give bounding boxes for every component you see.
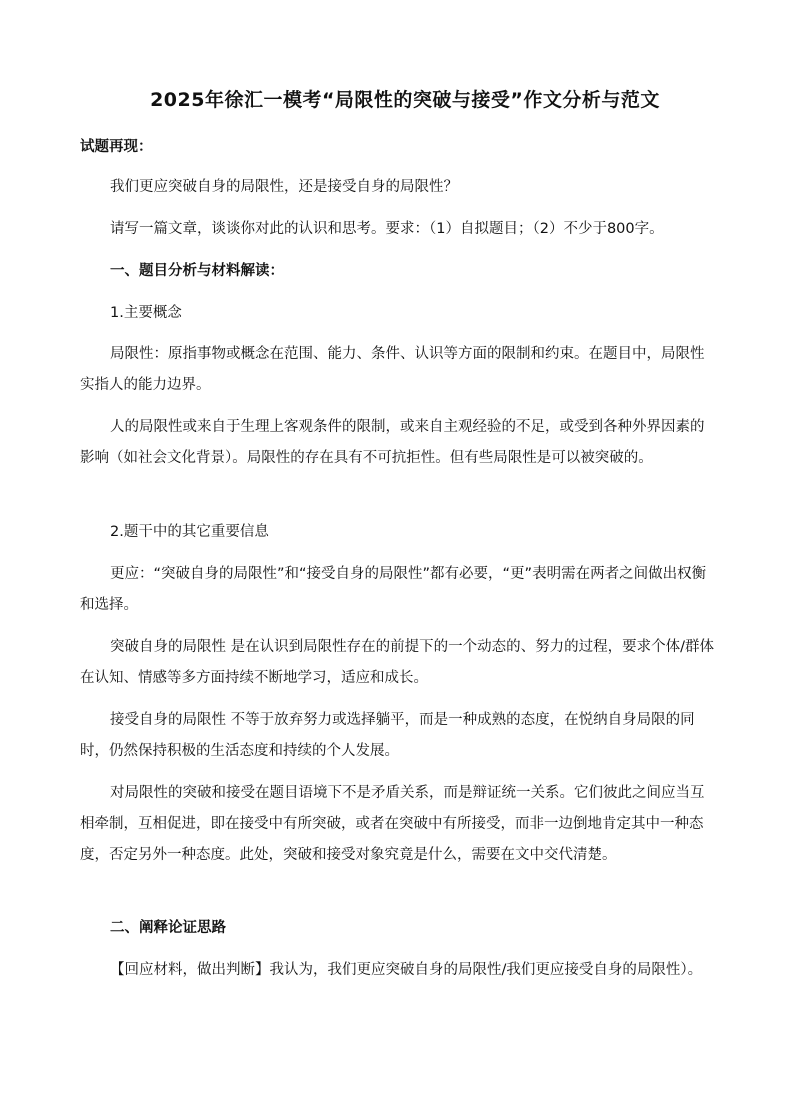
prompt-label: 试题再现： (80, 139, 153, 155)
limitation-definition-paragraph: 局限性：原指事物或概念在范围、能力、条件、认识等方面的限制和约束。在题目中，局限性实指人的能力边界。 (80, 346, 705, 393)
section-heading-2: 二、阐释论证思路 (110, 920, 226, 936)
section-heading-1: 一、题目分析与材料解读： (110, 263, 284, 279)
geng-paragraph: 更应：“突破自身的局限性”和“接受自身的局限性”都有必要，“更”表明需在两者之间做出权衡和选择。 (80, 566, 707, 613)
accept-limitation-paragraph: 接受自身的局限性 不等于放弃努力或选择躺平，而是一种成熟的态度，在悦纳自身局限的同时，仍然保持积极的生活态度和持续的个人发展。 (80, 712, 695, 759)
subheading-other-info: 2.题干中的其它重要信息 (110, 524, 269, 540)
document-title: 2025年徐汇一模考“局限性的突破与接受”作文分析与范文 (150, 89, 660, 111)
dialectic-paragraph: 对局限性的突破和接受在题目语境下不是矛盾关系，而是辩证统一关系。它们彼此之间应当互相牵制，互相促进，即在接受中有所突破，或者在突破中有所接受，而非一边倒地肯定其中一种态度，否定另外一种态度。此处，突破和接受对象究竟是什么，需要在文中交代清楚。 (80, 785, 705, 863)
break-limitation-paragraph: 突破自身的局限性 是在认识到局限性存在的前提下的一个动态的、努力的过程，要求个体/群体在认知、情感等多方面持续不断地学习，适应和成长。 (80, 639, 714, 686)
respond-paragraph: 【回应材料，做出判断】我认为，我们更应突破自身的局限性/我们更应接受自身的局限性）。 (110, 962, 703, 978)
question-paragraph: 我们更应突破自身的局限性，还是接受自身的局限性？ (110, 179, 458, 195)
limitation-source-paragraph: 人的局限性或来自于生理上客观条件的限制，或来自主观经验的不足，或受到各种外界因素的影响（如社会文化背景）。局限性的存在具有不可抗拒性。但有些局限性是可以被突破的。 (80, 419, 705, 466)
subheading-main-concepts: 1.主要概念 (110, 305, 182, 321)
task-paragraph: 请写一篇文章，谈谈你对此的认识和思考。要求：（1）自拟题目；（2）不少于800字。 (110, 221, 664, 237)
